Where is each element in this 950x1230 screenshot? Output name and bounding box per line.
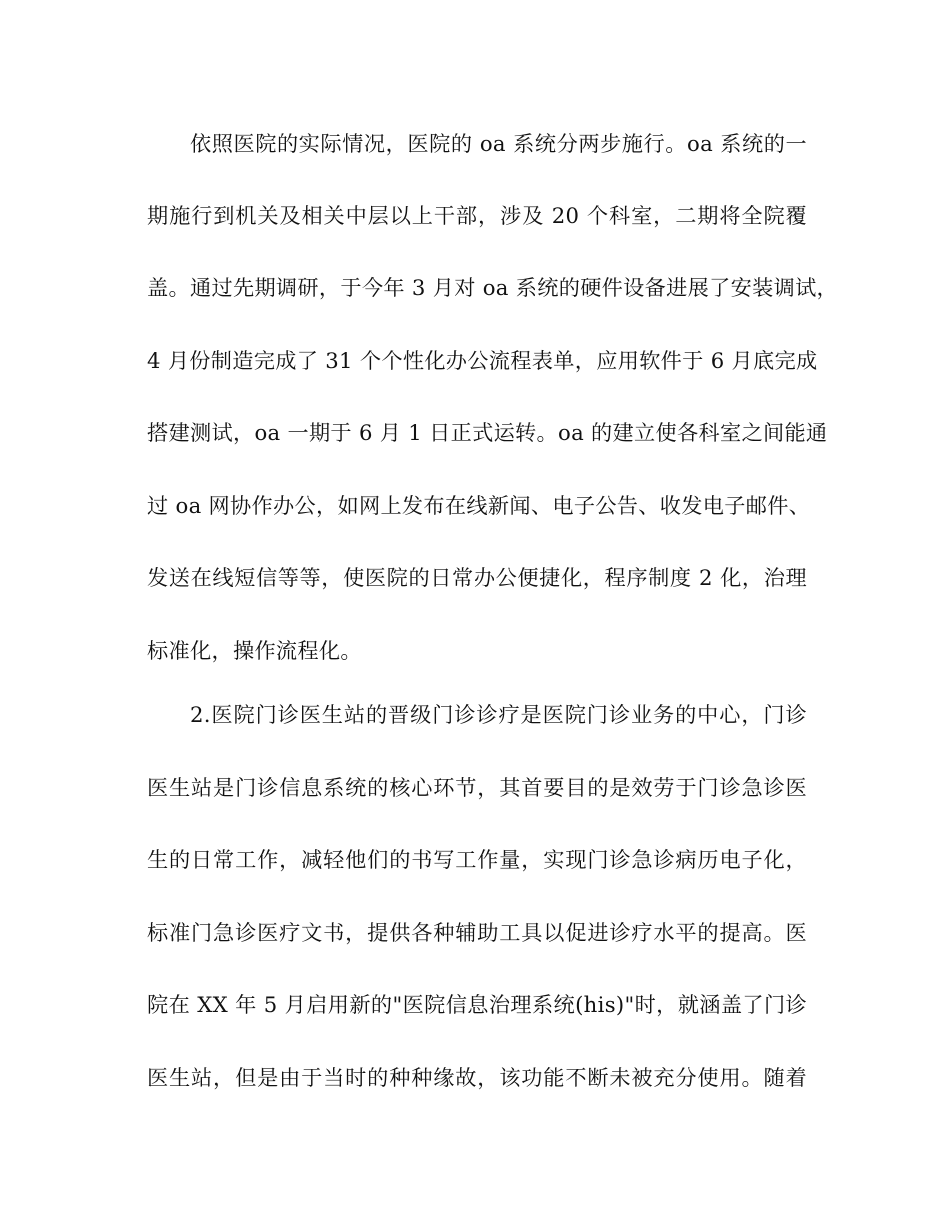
paragraph-1-line-1: 依照医院的实际情况，医院的 oa 系统分两步施行。oa 系统的一 [190, 131, 807, 156]
paragraph-1-line-4: 4 月份制造完成了 31 个个性化办公流程表单，应用软件于 6 月底完成 [147, 348, 818, 373]
paragraph-2-line-2: 医生站是门诊信息系统的核心环节，其首要目的是效劳于门诊急诊医 [147, 775, 807, 800]
paragraph-2-line-3: 生的日常工作，减轻他们的书写工作量，实现门诊急诊病历电子化， [147, 847, 807, 872]
paragraph-2-line-1: 2.医院门诊医生站的晋级门诊诊疗是医院门诊业务的中心，门诊 [190, 702, 807, 727]
paragraph-1-line-7: 发送在线短信等等，使医院的日常办公便捷化，程序制度 2 化，治理 [147, 565, 807, 590]
paragraph-2-line-6: 医生站，但是由于当时的种种缘故，该功能不断未被充分使用。随着 [147, 1065, 807, 1090]
paragraph-1-line-8: 标准化，操作流程化。 [147, 638, 362, 663]
paragraph-1-line-5: 搭建测试，oa 一期于 6 月 1 日正式运转。oa 的建立使各科室之间能通 [147, 420, 828, 445]
paragraph-2-line-5: 院在 XX 年 5 月启用新的"医院信息治理系统(his)"时，就涵盖了门诊 [147, 992, 807, 1017]
paragraph-1-line-2: 期施行到机关及相关中层以上干部，涉及 20 个科室，二期将全院覆 [147, 203, 807, 228]
paragraph-1-line-3: 盖。通过先期调研，于今年 3 月对 oa 系统的硬件设备进展了安装调试， [147, 275, 839, 300]
paragraph-2-line-4: 标准门急诊医疗文书，提供各种辅助工具以促进诊疗水平的提高。医 [147, 920, 807, 945]
paragraph-1-line-6: 过 oa 网协作办公，如网上发布在线新闻、电子公告、收发电子邮件、 [147, 493, 811, 518]
